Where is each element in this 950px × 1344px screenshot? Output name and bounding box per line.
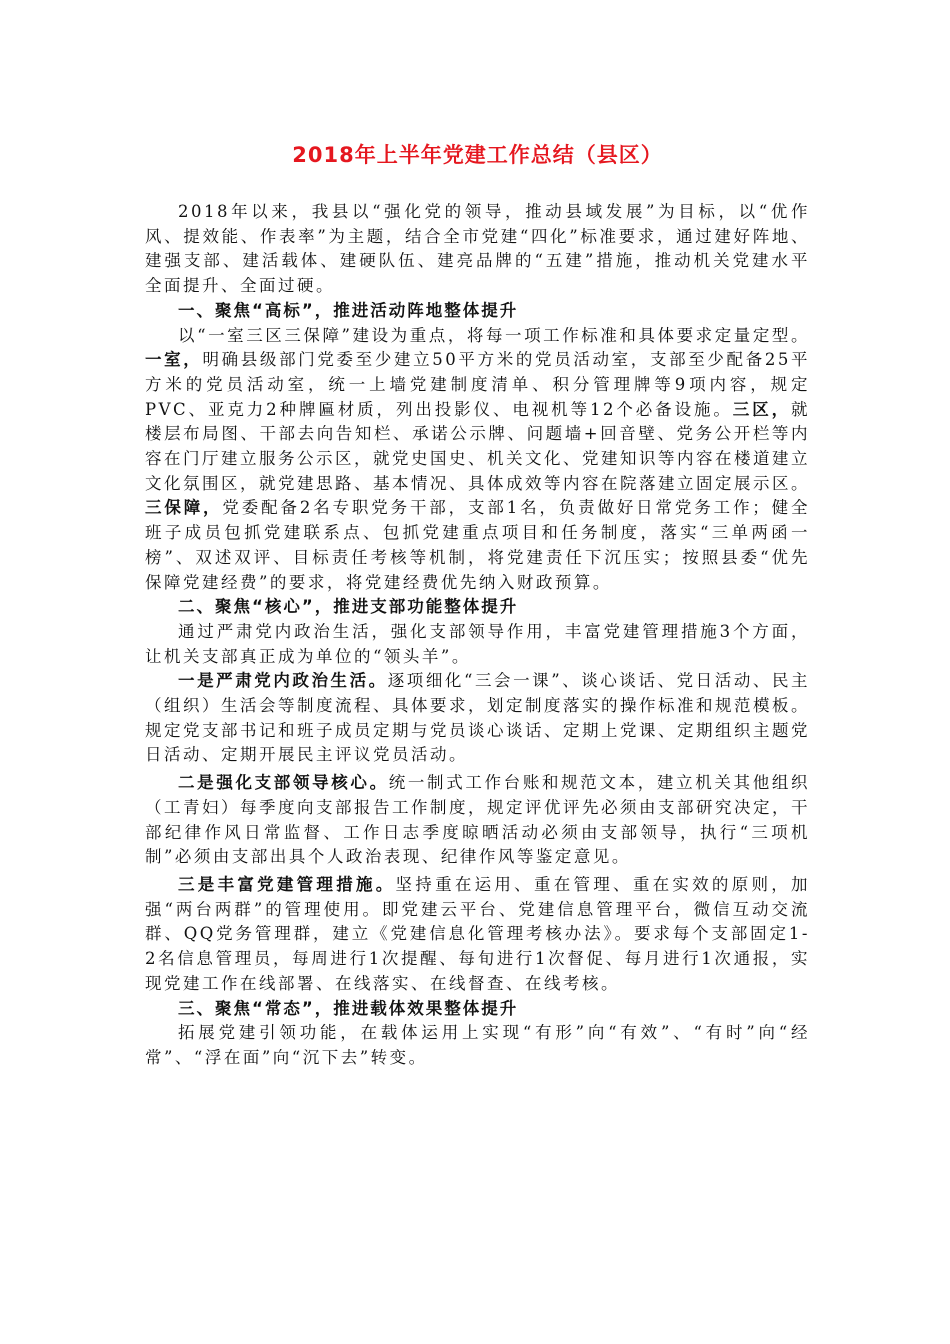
section-2-item-1: [145, 669, 810, 768]
intro-paragraph: 2018年以来，我县以“强化党的领导，推动县域发展”为目标，以“优作风、提效能、作表率”为主题，结合全市党建“四化”标准要求，通过建好阵地、建强支部、建活载体、建硬队伍、建亮品牌的“五建”措施，推动机关党建水平全面提升、全面过硬。: [145, 202, 810, 296]
section-1-lead-sanqu: 三区，: [732, 399, 792, 419]
section-1-heading: 一、聚焦“高标”，推进活动阵地整体提升: [178, 300, 519, 320]
section-2-item-3-text: 坚持重在运用、重在管理、重在实效的原则，加强“两台两群”的管理使用。即党建云平台、党建信息管理平台，微信互动交流群、QQ党务管理群，建立《党建信息化管理考核办法》。要求每个支部固定1-2名信息管理员，每周进行1次提醒、每旬进行1次督促、每月进行1次通报，实现党建工作在线部署、在线落实、在线督查、在线考核。: [145, 874, 811, 993]
section-1-text-start: 以“一室三区三保障”建设为重点，将每一项工作标准和具体要求定量定型。: [178, 325, 810, 345]
section-1-lead-sanbaozhang: 三保障，: [145, 498, 223, 518]
section-1-paragraph: [145, 324, 810, 596]
section-2-heading: 二、聚焦“核心”，推进支部功能整体提升: [178, 597, 519, 617]
section-2-item-2-text: 统一制式工作台账和规范文本，建立机关其他组织（工青妇）每季度向支部报告工作制度，规定评优评先必须由支部研究决定，干部纪律作风日常监督、工作日志季度晾晒活动必须由支部领导，执行“三项机制”必须由支部出具个人政治表现、纪律作风等鉴定意见。: [145, 773, 810, 867]
section-2-item-2-lead: 二是强化支部领导核心。: [178, 773, 389, 793]
section-2-item-2: [145, 771, 810, 870]
section-1-text-sanqu: 就楼层布局图、干部去向告知栏、承诺公示牌、问题墙+回音壁、党务公开栏等内容在门厅建立服务公示区，就党史国史、机关文化、党建知识等内容在楼道建立文化氛围区，就党建思路、基本情况、具体成效等内容在院落建立固定展示区。: [145, 399, 811, 493]
section-3-heading: 三、聚焦“常态”，推进载体效果整体提升: [178, 998, 519, 1018]
section-2-item-1-text: 逐项细化“三会一课”、谈心谈话、党日活动、民主（组织）生活会等制度流程、具体要求，划定制度落实的操作标准和规范模板。规定党支部书记和班子成员定期与党员谈心谈话、定期上党课、定期组织主题党日活动、定期开展民主评议党员活动。: [145, 671, 811, 765]
section-2-item-3-lead: 三是丰富党建管理措施。: [178, 874, 396, 894]
section-2-item-1-lead: 一是严肃党内政治生活。: [178, 671, 388, 691]
section-1-text-sanbaozhang: 党委配备2名专职党务干部，支部1名，负责做好日常党务工作；健全班子成员包抓党建联系点、包抓党建重点项目和任务制度，落实“三单两函一榜”、双述双评、目标责任考核等机制，将党建责任下沉压实；按照县委“优先保障党建经费”的要求，将党建经费优先纳入财政预算。: [145, 498, 811, 592]
section-1-lead-yishi: 一室，: [145, 350, 203, 370]
document-body: [145, 200, 810, 1071]
section-2-intro: 通过严肃党内政治生活，强化支部领导作用，丰富党建管理措施3个方面，让机关支部真正成为单位的“领头羊”。: [145, 621, 810, 666]
document-title: 2018年上半年党建工作总结（县区）: [292, 143, 663, 167]
section-2-item-3: [145, 873, 810, 997]
section-1-text-yishi: 明确县级部门党委至少建立50平方米的党员活动室，支部至少配备25平方米的党员活动室，统一上墙党建制度清单、积分管理牌等9项内容，规定PVC、亚克力2种牌匾材质，列出投影仪、电视机等12个必备设施。: [145, 350, 811, 419]
section-3-intro: 拓展党建引领功能，在载体运用上实现“有形”向“有效”、“有时”向“经常”、“浮在面”向“沉下去”转变。: [145, 1023, 810, 1067]
